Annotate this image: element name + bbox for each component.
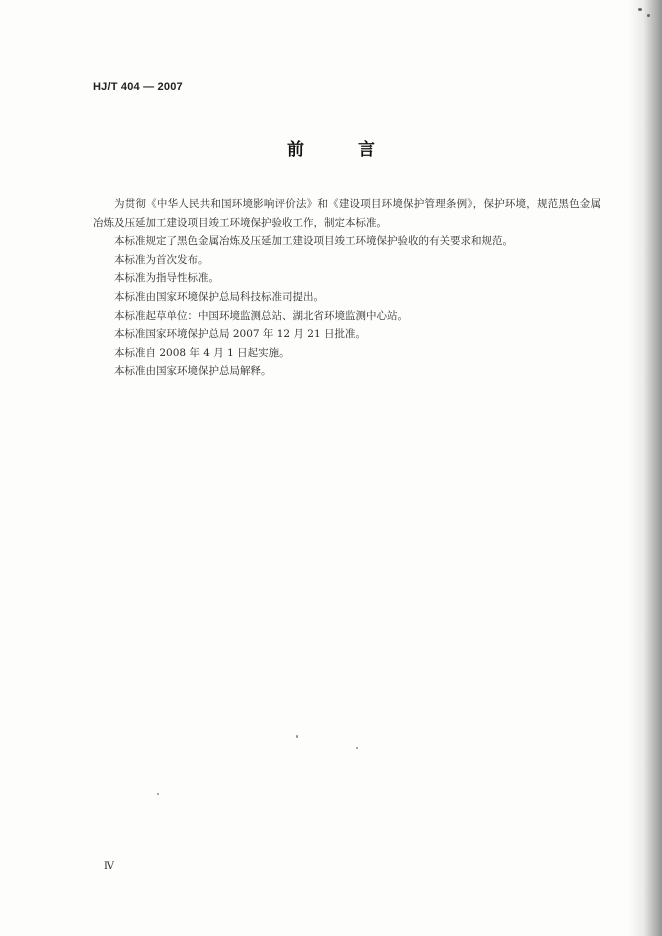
paragraph: 本标准为首次发布。 [114,253,209,266]
page-title: 前 言 [287,140,399,160]
paragraph: 本标准规定了黑色金属冶炼及压延加工建设项目竣工环境保护验收的有关要求和规范。 [114,235,513,248]
scan-speck [356,747,358,749]
paragraph: 为贯彻《中华人民共和国环境影响评价法》和《建设项目环境保护管理条例》，保护环境，规范黑色金属冶炼及压延加工建设项目竣工环境保护验收工作，制定本标准。 [93,198,601,229]
scan-speck [638,8,642,11]
page-number: Ⅳ [104,861,114,872]
scan-speck [647,14,650,17]
paragraph: 本标准国家环境保护总局 2007 年 12 月 21 日批准。 [114,328,366,341]
paragraph: 本标准由国家环境保护总局解释。 [114,365,272,378]
foreword-body [93,195,601,381]
scan-speck [157,793,159,795]
paragraph: 本标准由国家环境保护总局科技标准司提出。 [114,290,324,303]
standard-code: HJ/T 404 — 2007 [93,81,183,93]
paragraph: 本标准起草单位：中国环境监测总站、湖北省环境监测中心站。 [114,309,408,322]
paragraph: 本标准为指导性标准。 [114,272,219,285]
paragraph: 本标准自 2008 年 4 月 1 日起实施。 [114,346,290,359]
scan-speck [296,735,298,738]
